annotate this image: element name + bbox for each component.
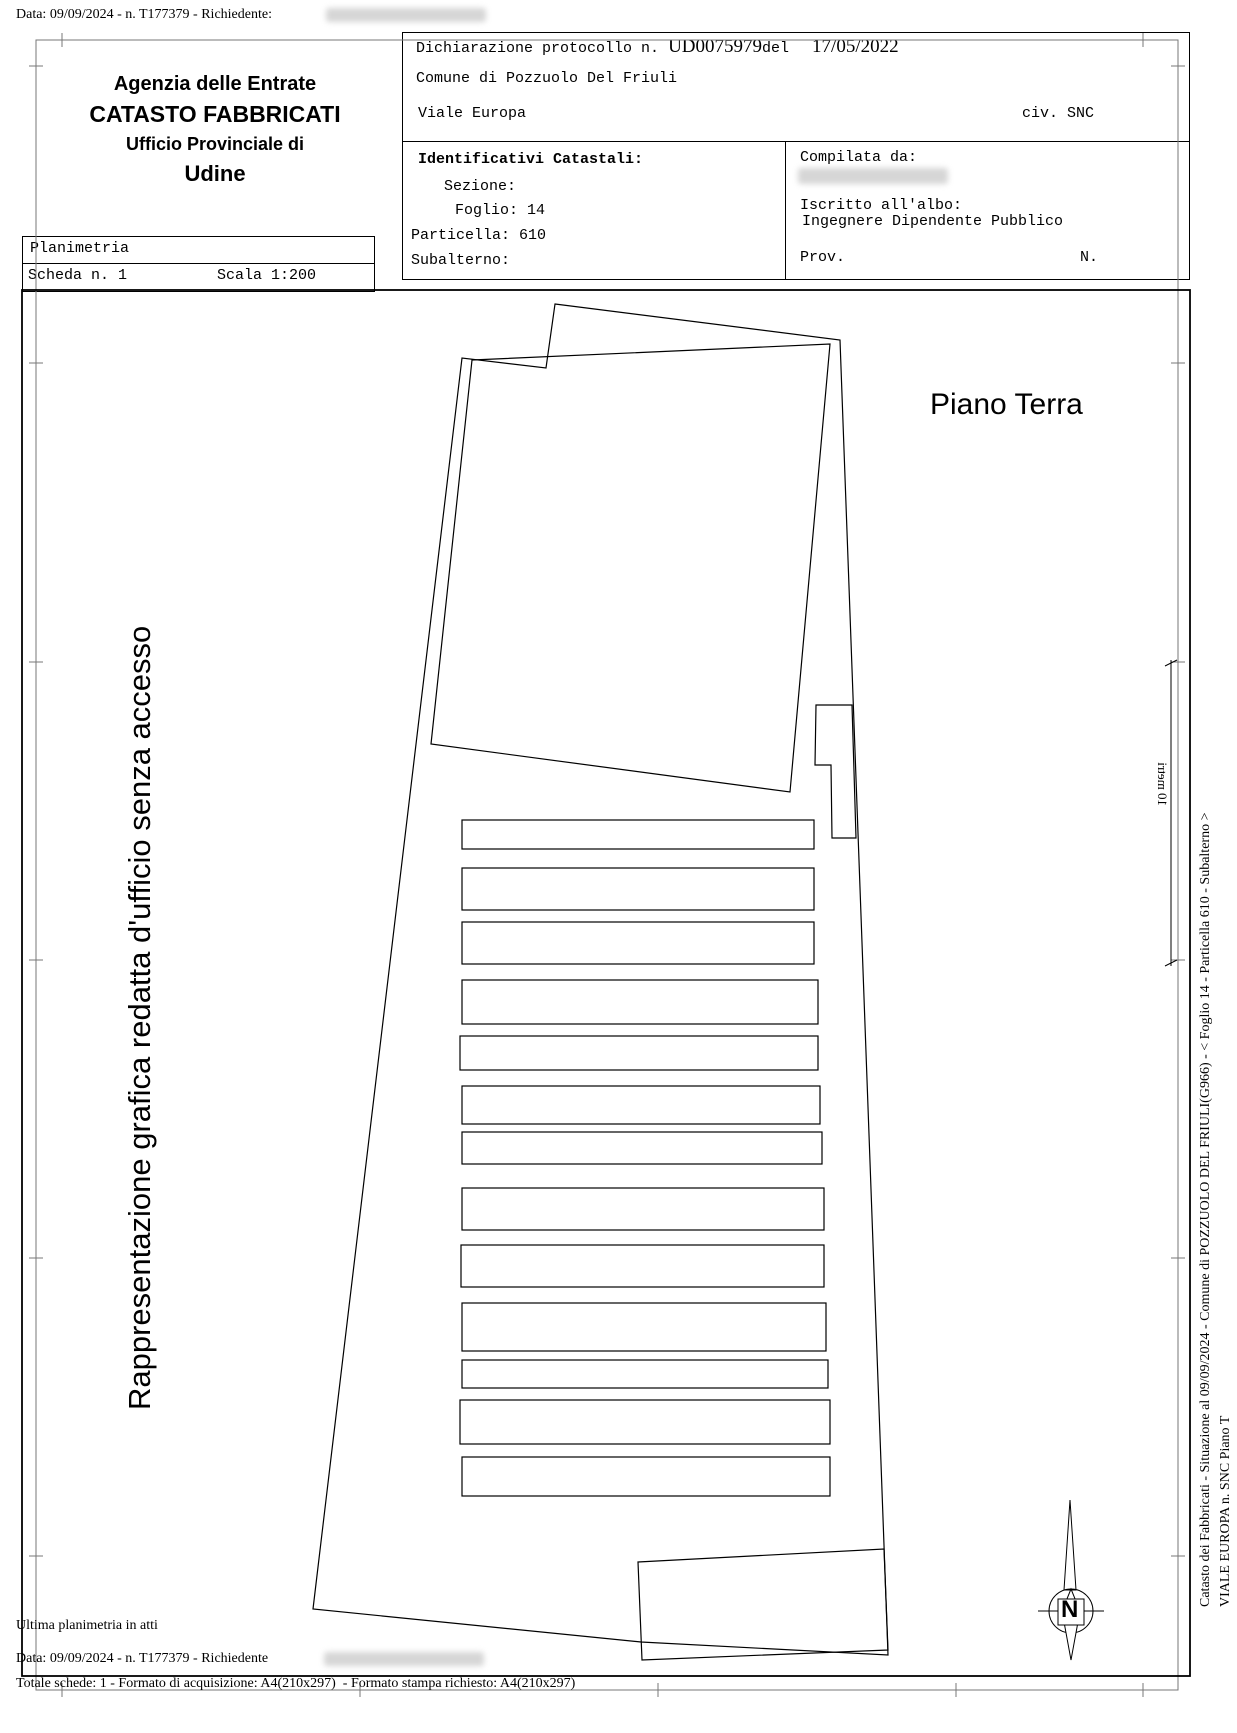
garage-4 <box>462 980 818 1024</box>
garage-2 <box>462 868 814 910</box>
particella-label: Particella: <box>411 227 511 244</box>
identificativi-title: Identificativi Catastali: <box>418 151 644 168</box>
ufficio-city: Udine <box>184 161 246 186</box>
compilata-label: Compilata da: <box>800 149 918 166</box>
annex <box>815 705 856 838</box>
north-arrow-icon <box>1038 1500 1104 1660</box>
garage-9 <box>461 1245 824 1287</box>
footer-data-line: Data: 09/09/2024 - n. T177379 - Richiedente <box>16 1651 269 1666</box>
n-label: N. <box>1080 249 1099 266</box>
particella-value: 610 <box>519 227 547 244</box>
frame-ticks <box>29 33 1185 1697</box>
sezione-label: Sezione: <box>444 178 517 195</box>
ufficio-label: Ufficio Provinciale di <box>125 134 305 154</box>
foglio-label: Foglio: <box>455 202 519 219</box>
drawing-frame <box>22 290 1190 1676</box>
footer-ultima: Ultima planimetria in atti <box>16 1618 158 1633</box>
side-caption-line1: Catasto dei Fabbricati - Situazione al 09/09/2024 - Comune di POZZUOLO DEL FRIULI(G966) - < Foglio 14 - Particella 610 - Subalterno > <box>1198 812 1213 1607</box>
scale-bar <box>1165 660 1177 966</box>
garage-1 <box>462 820 814 849</box>
garage-10 <box>462 1303 826 1351</box>
street-text: Viale Europa <box>418 105 527 122</box>
protocol-date: 17/05/2022 <box>812 36 899 57</box>
floor-label: Piano Terra <box>930 388 1083 421</box>
page-frame <box>36 40 1178 1690</box>
iscritto-label: Iscritto all'albo: <box>800 197 963 214</box>
garage-12 <box>460 1400 830 1444</box>
iscritto-value: Ingegnere Dipendente Pubblico <box>802 213 1064 230</box>
protocol-number: UD0075979 <box>668 36 763 57</box>
main-building <box>431 344 830 792</box>
footer-totale: Totale schede: 1 - Formato di acquisizione: A4(210x297) - Formato stampa richiesto: A4(210x297) <box>16 1676 576 1691</box>
catasto-title: CATASTO FABBRICATI <box>89 101 341 127</box>
agency-name: Agenzia delle Entrate <box>113 73 317 95</box>
north-letter: N <box>1061 1596 1079 1623</box>
comune-text: Comune di Pozzuolo Del Friuli <box>416 70 678 87</box>
garage-13 <box>462 1457 830 1496</box>
del-label: del <box>762 40 790 57</box>
garage-8 <box>462 1188 824 1230</box>
scala-label: Scala 1:200 <box>217 267 317 284</box>
header-request-text: Data: 09/09/2024 - n. T177379 - Richiedente: <box>16 7 272 22</box>
side-caption-line2: VIALE EUROPA n. SNC Piano T <box>1218 1415 1233 1607</box>
garage-5 <box>460 1036 818 1070</box>
planimetria-label: Planimetria <box>30 240 130 257</box>
garage-6 <box>462 1086 820 1124</box>
subalterno-label: Subalterno: <box>411 252 511 269</box>
building-plan <box>313 304 888 1660</box>
garage-11 <box>462 1360 828 1388</box>
civic-number: civ. SNC <box>1022 105 1095 122</box>
redacted-footer-requester <box>324 1652 484 1666</box>
scale-bar-label: 10 metri <box>1155 762 1170 806</box>
vertical-note: Rappresentazione grafica redatta d'ufficio senza accesso <box>122 625 157 1410</box>
prov-label: Prov. <box>800 249 846 266</box>
dichiarazione-label: Dichiarazione protocollo n. <box>416 40 660 57</box>
garage-3 <box>462 922 814 964</box>
scheda-label: Scheda n. 1 <box>28 267 128 284</box>
foglio-value: 14 <box>527 202 546 219</box>
garage-7 <box>462 1132 822 1164</box>
